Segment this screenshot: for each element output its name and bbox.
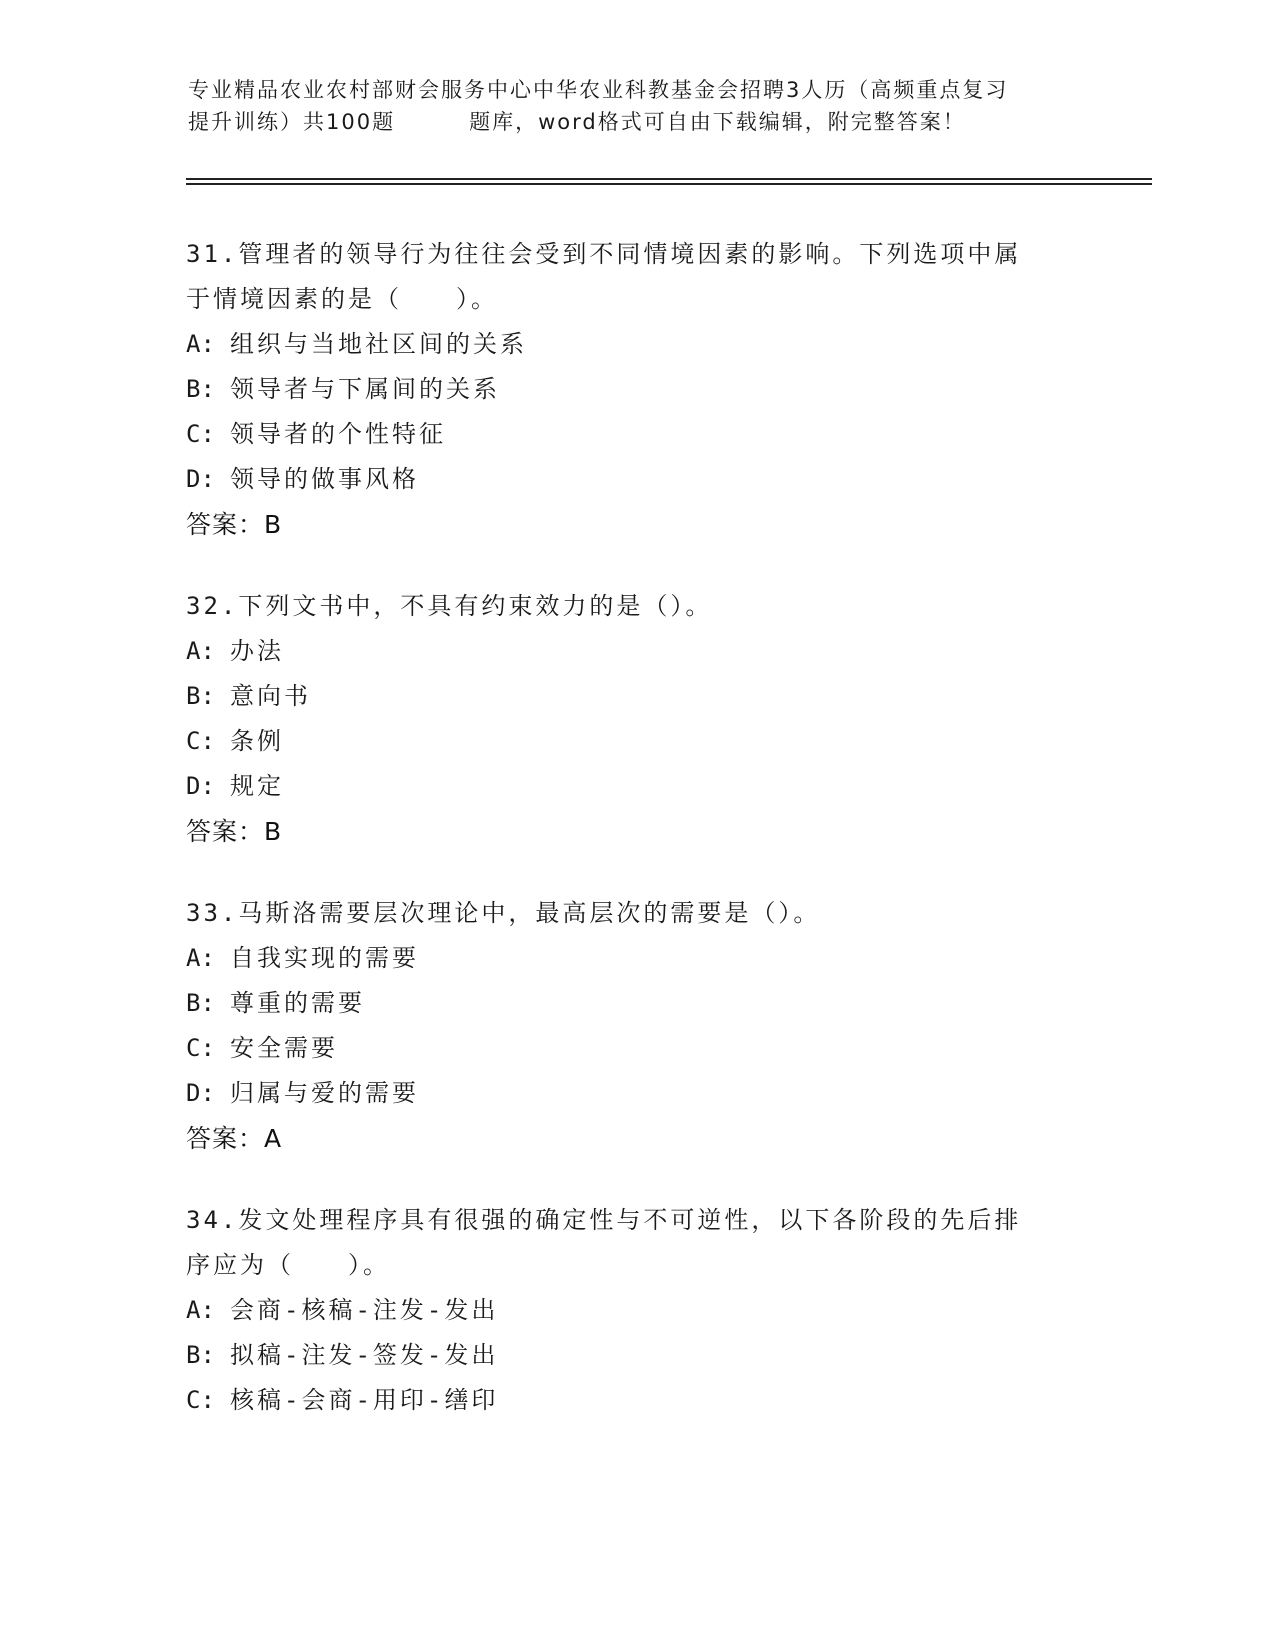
answer-line xyxy=(186,502,1086,547)
answer-label: 答案： xyxy=(186,1124,265,1153)
option-letter: D: xyxy=(186,1079,215,1107)
question-31 xyxy=(186,232,1086,547)
question-stem: 31.管理者的领导行为往往会受到不同情境因素的影响。下列选项中属 xyxy=(186,240,1022,268)
option-letter: D: xyxy=(186,772,215,800)
question-33 xyxy=(186,891,1086,1161)
question-list xyxy=(186,232,1086,1460)
option-text: 自我实现的需要 xyxy=(230,944,419,972)
option-text: 规定 xyxy=(230,772,284,800)
option-a xyxy=(186,936,1086,981)
option-d xyxy=(186,1071,1086,1116)
header-line-2a: 提升训练）共100题 xyxy=(188,110,396,134)
answer-line xyxy=(186,809,1086,854)
option-letter: C: xyxy=(186,1386,215,1414)
option-text: 领导者的个性特征 xyxy=(230,420,446,448)
option-text: 领导者与下属间的关系 xyxy=(230,375,500,403)
question-stem: 32.下列文书中，不具有约束效力的是（）。 xyxy=(186,592,713,620)
answer-value: A xyxy=(264,1124,283,1153)
header-rule-bottom xyxy=(186,183,1152,185)
option-text: 拟稿-注发-签发-发出 xyxy=(230,1341,499,1369)
option-d xyxy=(186,764,1086,809)
header-line-1: 专业精品农业农村部财会服务中心中华农业科教基金会招聘3人历（高频重点复习 xyxy=(188,78,1009,102)
option-letter: D: xyxy=(186,465,215,493)
answer-line xyxy=(186,1116,1086,1161)
question-stem: 33.马斯洛需要层次理论中，最高层次的需要是（）。 xyxy=(186,899,821,927)
option-c xyxy=(186,1378,1086,1423)
option-text: 安全需要 xyxy=(230,1034,338,1062)
option-letter: C: xyxy=(186,1034,215,1062)
option-text: 归属与爱的需要 xyxy=(230,1079,419,1107)
option-b xyxy=(186,367,1086,412)
option-d xyxy=(186,457,1086,502)
answer-label: 答案： xyxy=(186,510,265,539)
question-stem-cont: 于情境因素的是（ ）。 xyxy=(186,285,498,313)
option-letter: C: xyxy=(186,420,215,448)
option-c xyxy=(186,1026,1086,1071)
option-c xyxy=(186,412,1086,457)
option-a xyxy=(186,1288,1086,1333)
answer-value: B xyxy=(264,510,283,539)
question-34 xyxy=(186,1198,1086,1423)
option-c xyxy=(186,719,1086,764)
option-letter: B: xyxy=(186,375,215,403)
option-a xyxy=(186,629,1086,674)
option-letter: B: xyxy=(186,682,215,710)
option-b xyxy=(186,1333,1086,1378)
answer-value: B xyxy=(264,817,283,846)
option-text: 办法 xyxy=(230,637,284,665)
option-text: 尊重的需要 xyxy=(230,989,365,1017)
option-b xyxy=(186,981,1086,1026)
option-text: 条例 xyxy=(230,727,284,755)
option-letter: A: xyxy=(186,1296,215,1324)
option-text: 组织与当地社区间的关系 xyxy=(230,330,527,358)
option-letter: B: xyxy=(186,989,215,1017)
header-line-2b: 题库，word格式可自由下载编辑，附完整答案！ xyxy=(469,110,966,134)
question-stem-cont: 序应为（ ）。 xyxy=(186,1251,390,1279)
option-text: 领导的做事风格 xyxy=(230,465,419,493)
option-text: 意向书 xyxy=(230,682,311,710)
option-b xyxy=(186,674,1086,719)
option-letter: A: xyxy=(186,944,215,972)
option-letter: A: xyxy=(186,637,215,665)
question-32 xyxy=(186,584,1086,854)
header-rule-top xyxy=(186,178,1152,180)
option-letter: C: xyxy=(186,727,215,755)
option-letter: B: xyxy=(186,1341,215,1369)
question-stem: 34.发文处理程序具有很强的确定性与不可逆性，以下各阶段的先后排 xyxy=(186,1206,1022,1234)
option-a xyxy=(186,322,1086,367)
document-header xyxy=(188,74,1088,138)
option-letter: A: xyxy=(186,330,215,358)
header-line-2 xyxy=(188,106,1088,138)
option-text: 核稿-会商-用印-缮印 xyxy=(230,1386,499,1414)
option-text: 会商-核稿-注发-发出 xyxy=(230,1296,499,1324)
answer-label: 答案： xyxy=(186,817,265,846)
